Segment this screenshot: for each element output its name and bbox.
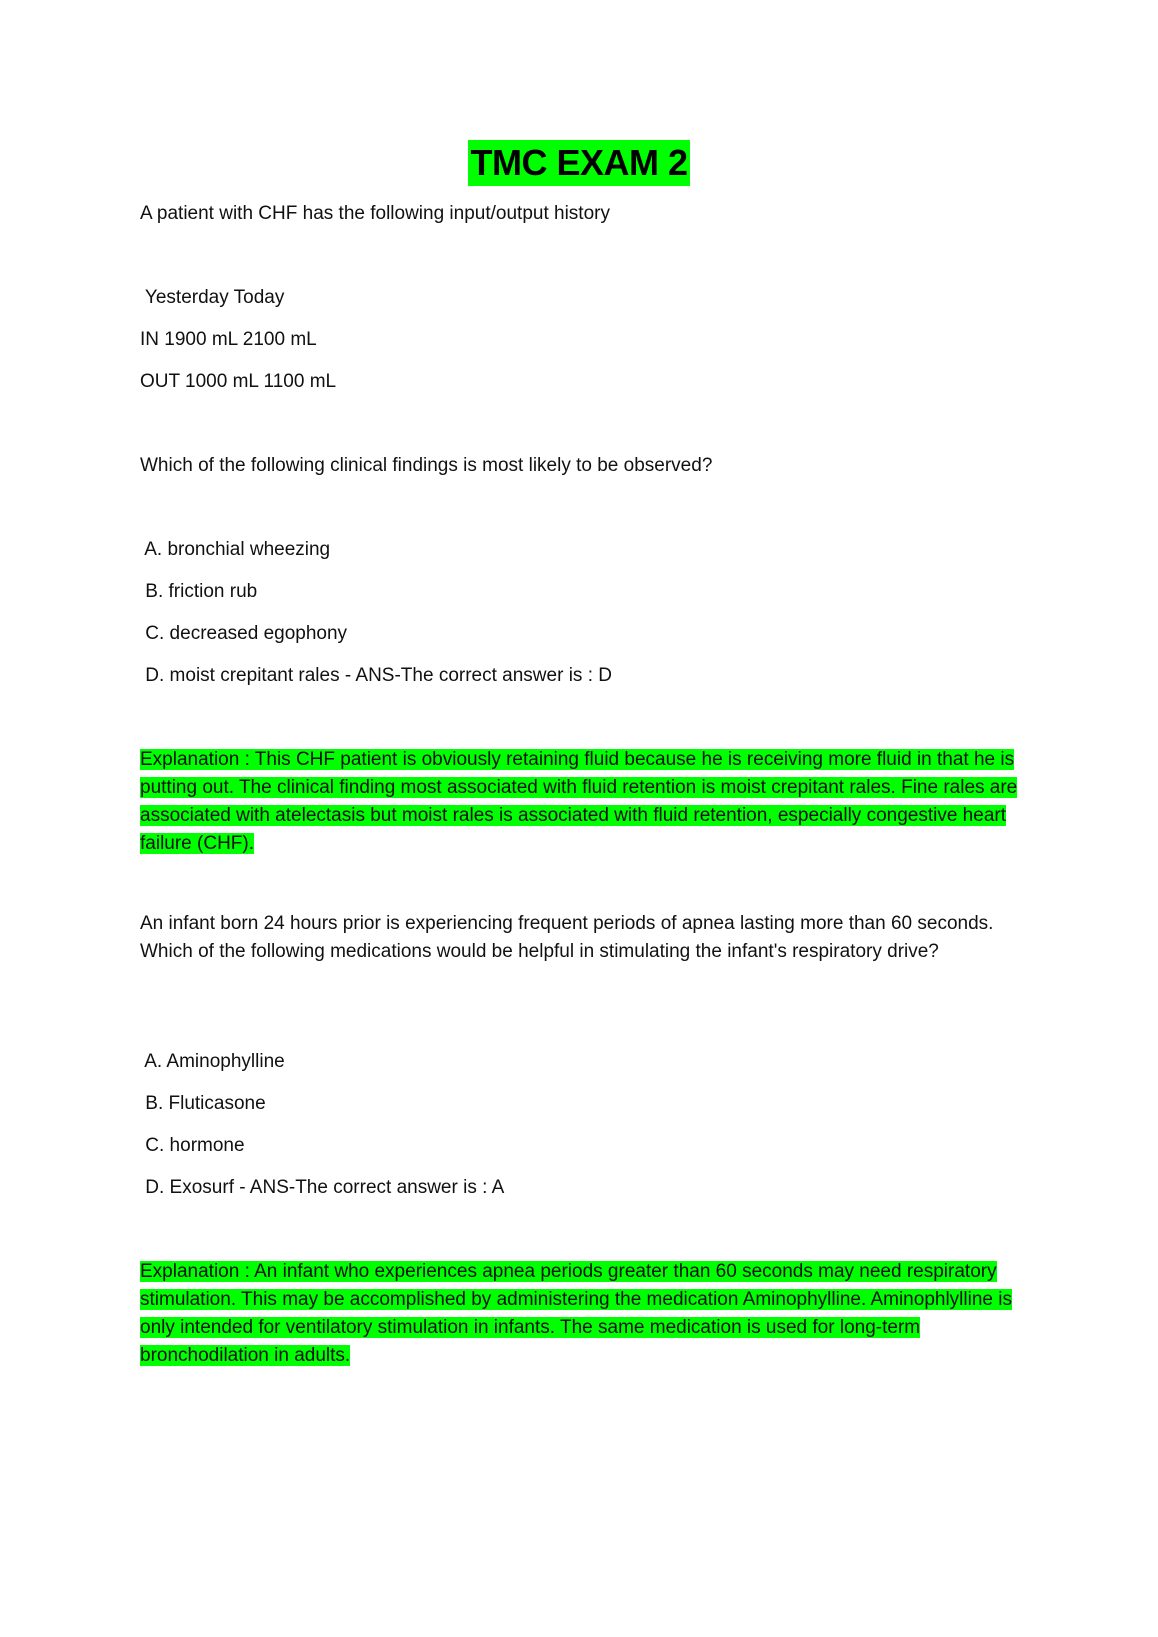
q2-explanation: Explanation : An infant who experiences apnea periods greater than 60 seconds may need respiratory stimulation. This may be accomplished by administering the medication Aminophylline. Aminophlylline is only intended for ventilatory stimulation in infants. The same medication is used for long-term bronchodilation in adults. [140,1261,1012,1366]
q2-option-c: C. hormone [140,1135,245,1156]
document-title: TMC EXAM 2 [468,140,689,186]
q1-explanation: Explanation : This CHF patient is obviously retaining fluid because he is receiving more fluid in that he is putting out. The clinical finding most associated with fluid retention is moist crepitant rales. Fine rales are associated with atelectasis but moist rales is associated with fluid retention, especially congestive heart failure (CHF). [140,749,1018,854]
title-container [0,140,1158,186]
q2-option-b: B. Fluticasone [140,1093,266,1114]
q1-option-a: A. bronchial wheezing [140,539,331,560]
q1-row-in: IN 1900 mL 2100 mL [140,329,317,350]
q1-explanation-block [140,746,1020,858]
q2-question: An infant born 24 hours prior is experiencing frequent periods of apnea lasting more than 60 seconds. Which of the following medications would be helpful in stimulating the infant's respiratory drive? [140,913,994,962]
q1-stem: A patient with CHF has the following input/output history [140,203,610,224]
q1-question: Which of the following clinical findings is most likely to be observed? [140,455,713,476]
q1-option-d-answer: D. moist crepitant rales - ANS-The correct answer is : D [140,665,612,686]
q1-option-b: B. friction rub [140,581,258,602]
q2-option-a: A. Aminophylline [140,1051,285,1072]
q1-table-header: Yesterday Today [140,287,285,308]
q2-option-d-answer: D. Exosurf - ANS-The correct answer is : A [140,1177,505,1198]
q2-explanation-block [140,1258,1020,1370]
q1-option-c: C. decreased egophony [140,623,348,644]
q1-row-out: OUT 1000 mL 1100 mL [140,371,337,392]
